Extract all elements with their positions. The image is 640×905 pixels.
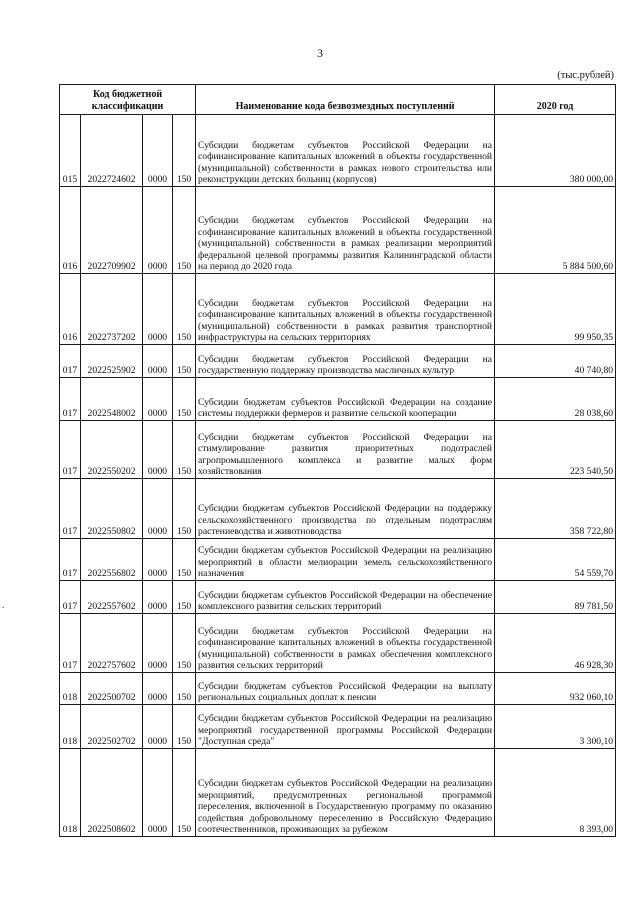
cell-sub-code: 0000 bbox=[143, 345, 173, 378]
table-row bbox=[60, 115, 616, 187]
cell-economic-code: 150 bbox=[173, 187, 196, 274]
table-row bbox=[60, 581, 616, 614]
cell-budget-code: 2022508602 bbox=[81, 749, 143, 837]
cell-amount: 28 038,60 bbox=[495, 378, 616, 421]
cell-budget-code: 2022502702 bbox=[81, 705, 143, 749]
cell-admin-code: 017 bbox=[60, 345, 81, 378]
cell-sub-code: 0000 bbox=[143, 115, 173, 187]
cell-admin-code: 015 bbox=[60, 115, 81, 187]
cell-admin-code: 018 bbox=[60, 673, 81, 705]
table-row bbox=[60, 378, 616, 421]
page-number: 3 bbox=[317, 46, 323, 60]
cell-economic-code: 150 bbox=[173, 705, 196, 749]
cell-budget-code: 2022757602 bbox=[81, 614, 143, 673]
cell-sub-code: 0000 bbox=[143, 187, 173, 274]
cell-income-name: Субсидии бюджетам субъектов Российской Федерации на создание системы поддержки фермеров и развитие сельской кооперации bbox=[196, 378, 495, 421]
cell-budget-code: 2022737202 bbox=[81, 274, 143, 345]
table-row bbox=[60, 539, 616, 581]
cell-admin-code: 018 bbox=[60, 705, 81, 749]
cell-economic-code: 150 bbox=[173, 539, 196, 581]
table-row bbox=[60, 274, 616, 345]
cell-admin-code: 017 bbox=[60, 539, 81, 581]
cell-amount: 46 928,30 bbox=[495, 614, 616, 673]
cell-income-name: Субсидии бюджетам субъектов Российской Федерации на софинансирование капитальных вложений в объекты государственной (муниципальной) собственности в рамках развития транспортной инфраструктуры на сельских территориях bbox=[196, 274, 495, 345]
cell-sub-code: 0000 bbox=[143, 378, 173, 421]
cell-economic-code: 150 bbox=[173, 673, 196, 705]
scan-dot: . bbox=[2, 600, 5, 611]
header-income-name: Наименование кода безвозмездных поступлений bbox=[196, 85, 495, 115]
table-row bbox=[60, 614, 616, 673]
budget-table bbox=[59, 84, 616, 837]
cell-income-name: Субсидии бюджетам субъектов Российской Федерации на государственную поддержку производства масличных культур bbox=[196, 345, 495, 378]
cell-income-name: Субсидии бюджетам субъектов Российской Федерации на стимулирование развития приоритетных подотраслей агропромышленного комплекса и развитие малых форм хозяйствования bbox=[196, 421, 495, 479]
cell-budget-code: 2022550802 bbox=[81, 479, 143, 539]
cell-budget-code: 2022709902 bbox=[81, 187, 143, 274]
cell-income-name: Субсидии бюджетам субъектов Российской Федерации на обеспечение комплексного развития сельских территорий bbox=[196, 581, 495, 614]
cell-sub-code: 0000 bbox=[143, 479, 173, 539]
cell-admin-code: 016 bbox=[60, 187, 81, 274]
cell-amount: 5 884 500,60 bbox=[495, 187, 616, 274]
cell-budget-code: 2022557602 bbox=[81, 581, 143, 614]
cell-amount: 40 740,80 bbox=[495, 345, 616, 378]
cell-sub-code: 0000 bbox=[143, 614, 173, 673]
cell-amount: 380 000,00 bbox=[495, 115, 616, 187]
cell-admin-code: 017 bbox=[60, 581, 81, 614]
cell-income-name: Субсидии бюджетам субъектов Российской Федерации на поддержку сельскохозяйственного производства по отдельным подотраслям растениеводства и животноводства bbox=[196, 479, 495, 539]
cell-sub-code: 0000 bbox=[143, 581, 173, 614]
cell-sub-code: 0000 bbox=[143, 749, 173, 837]
cell-sub-code: 0000 bbox=[143, 539, 173, 581]
cell-sub-code: 0000 bbox=[143, 274, 173, 345]
cell-income-name: Субсидии бюджетам субъектов Российской Федерации на выплату региональных социальных доплат к пенсии bbox=[196, 673, 495, 705]
cell-admin-code: 018 bbox=[60, 749, 81, 837]
cell-economic-code: 150 bbox=[173, 749, 196, 837]
cell-economic-code: 150 bbox=[173, 421, 196, 479]
table-row bbox=[60, 187, 616, 274]
cell-economic-code: 150 bbox=[173, 581, 196, 614]
cell-budget-code: 2022500702 bbox=[81, 673, 143, 705]
header-code-classification: Код бюджетной классификации bbox=[60, 85, 196, 115]
header-year: 2020 год bbox=[495, 85, 616, 115]
cell-admin-code: 017 bbox=[60, 421, 81, 479]
cell-budget-code: 2022525902 bbox=[81, 345, 143, 378]
cell-budget-code: 2022724602 bbox=[81, 115, 143, 187]
table-row bbox=[60, 705, 616, 749]
cell-amount: 932 060,10 bbox=[495, 673, 616, 705]
cell-income-name: Субсидии бюджетам субъектов Российской Федерации на софинансирование капитальных вложений в объекты государственной (муниципальной) собственности в рамках обеспечения комплексного развития сельских территорий bbox=[196, 614, 495, 673]
table-row bbox=[60, 345, 616, 378]
cell-economic-code: 150 bbox=[173, 614, 196, 673]
cell-income-name: Субсидии бюджетам субъектов Российской Федерации на софинансирование капитальных вложений в объекты государственной (муниципальной) собственности в рамках нового строительства или реконструкции детских больниц (корпусов) bbox=[196, 115, 495, 187]
cell-admin-code: 017 bbox=[60, 479, 81, 539]
cell-amount: 54 559,70 bbox=[495, 539, 616, 581]
cell-amount: 358 722,80 bbox=[495, 479, 616, 539]
cell-economic-code: 150 bbox=[173, 479, 196, 539]
cell-income-name: Субсидии бюджетам субъектов Российской Федерации на реализацию мероприятий государственной программы Российской Федерации "Доступная среда" bbox=[196, 705, 495, 749]
units-label: (тыс.рублей) bbox=[557, 70, 614, 81]
cell-budget-code: 2022548002 bbox=[81, 378, 143, 421]
table-body bbox=[60, 115, 616, 837]
cell-admin-code: 016 bbox=[60, 274, 81, 345]
cell-sub-code: 0000 bbox=[143, 673, 173, 705]
cell-budget-code: 2022556802 bbox=[81, 539, 143, 581]
cell-admin-code: 017 bbox=[60, 378, 81, 421]
cell-amount: 8 393,00 bbox=[495, 749, 616, 837]
cell-income-name: Субсидии бюджетам субъектов Российской Федерации на софинансирование капитальных вложений в объекты государственной (муниципальной) собственности в рамках реализации мероприятий федеральной целевой программы развития Калининградской области на период до 2020 года bbox=[196, 187, 495, 274]
cell-economic-code: 150 bbox=[173, 115, 196, 187]
table-row bbox=[60, 673, 616, 705]
cell-income-name: Субсидии бюджетам субъектов Российской Федерации на реализацию мероприятий, предусмотренных региональной программой переселения, включенной в Государственную программу по оказанию содействия добровольному переселению в Российскую Федерацию соотечественников, проживающих за рубежом bbox=[196, 749, 495, 837]
cell-amount: 99 950,35 bbox=[495, 274, 616, 345]
cell-amount: 89 781,50 bbox=[495, 581, 616, 614]
cell-sub-code: 0000 bbox=[143, 421, 173, 479]
table-header-row bbox=[60, 85, 616, 115]
table-row bbox=[60, 421, 616, 479]
cell-economic-code: 150 bbox=[173, 274, 196, 345]
cell-economic-code: 150 bbox=[173, 345, 196, 378]
cell-sub-code: 0000 bbox=[143, 705, 173, 749]
table-row bbox=[60, 749, 616, 837]
cell-income-name: Субсидии бюджетам субъектов Российской Федерации на реализацию мероприятий в области мелиорации земель сельскохозяйственного назначения bbox=[196, 539, 495, 581]
cell-budget-code: 2022550202 bbox=[81, 421, 143, 479]
cell-amount: 3 300,10 bbox=[495, 705, 616, 749]
cell-amount: 223 540,50 bbox=[495, 421, 616, 479]
cell-economic-code: 150 bbox=[173, 378, 196, 421]
table-row bbox=[60, 479, 616, 539]
cell-admin-code: 017 bbox=[60, 614, 81, 673]
